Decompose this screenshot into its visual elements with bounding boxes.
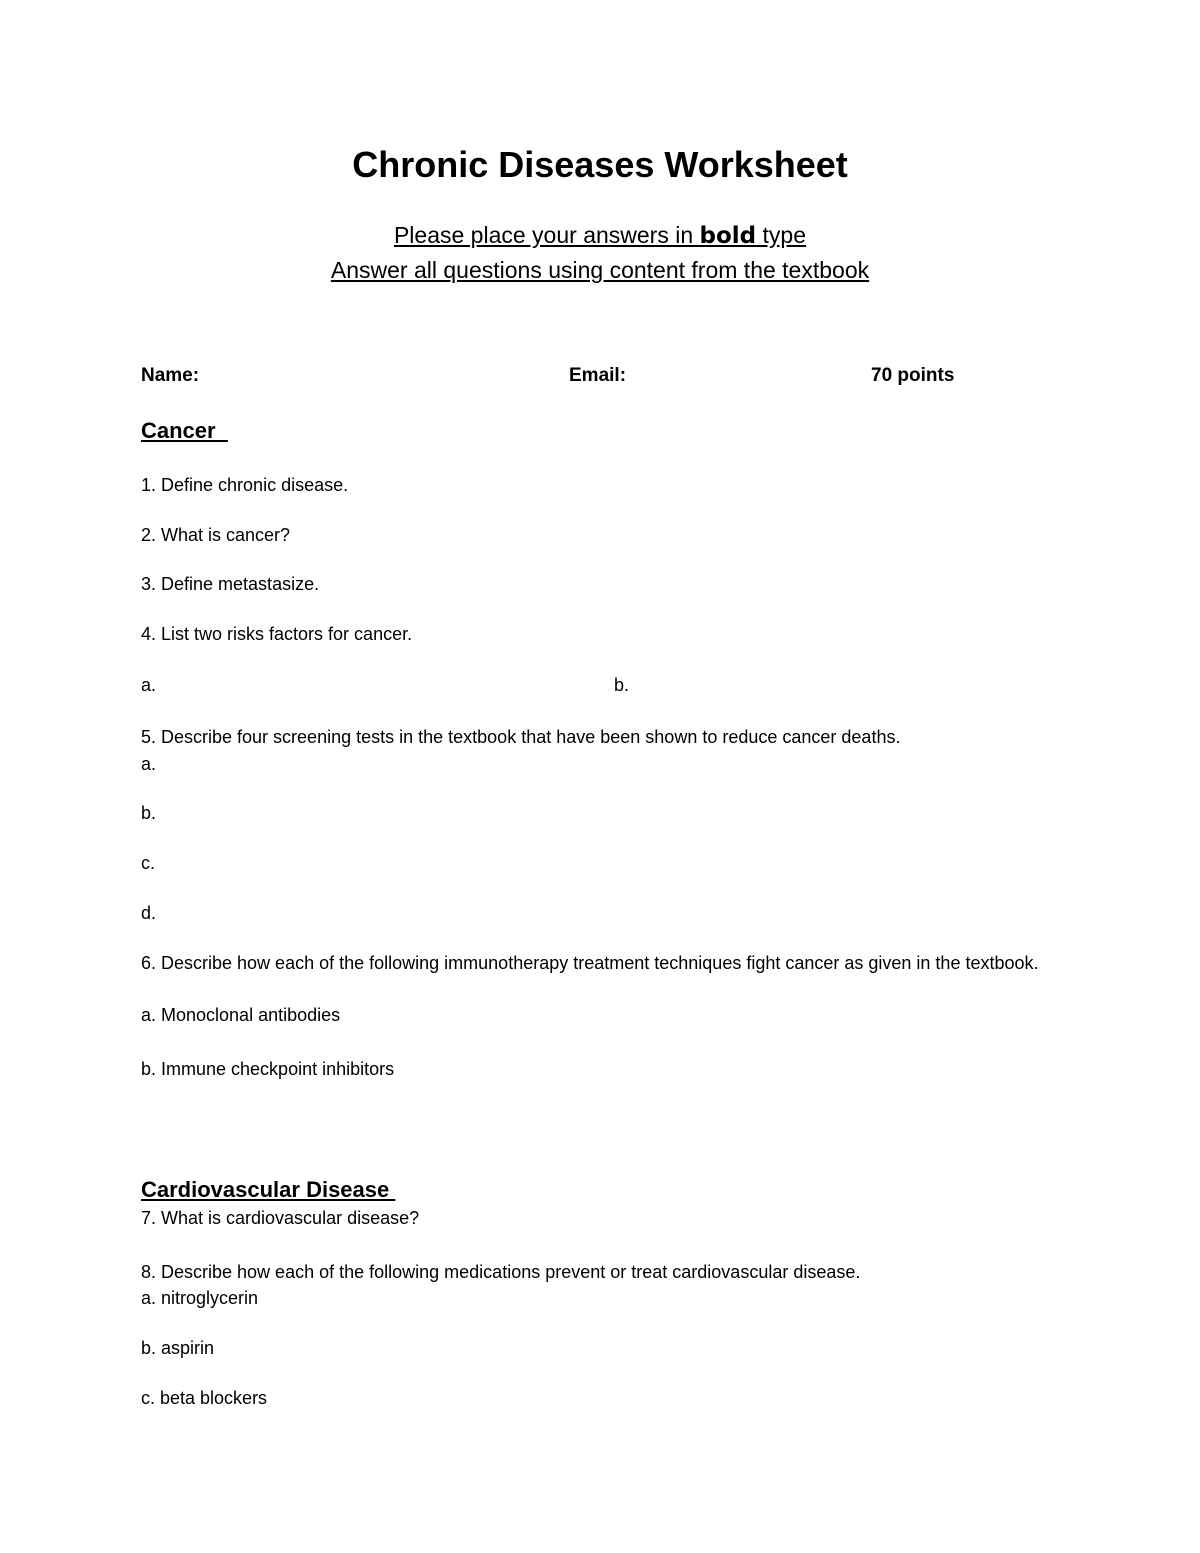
instruction-text-start: Please place your answers in [393, 222, 700, 248]
question-5: 5. Describe four screening tests in the textbook that have been shown to reduce cancer deaths. [141, 727, 901, 747]
page-title: Chronic Diseases Worksheet [352, 144, 848, 185]
instruction-use-textbook: Answer all questions using content from the textbook [330, 257, 870, 283]
question-6-item-b: b. Immune checkpoint inhibitors [141, 1059, 395, 1079]
instruction-text-end: type [756, 222, 807, 248]
question-6: 6. Describe how each of the following immunotherapy treatment techniques fight cancer as given in the textbook. [141, 953, 1039, 973]
question-7: 7. What is cardiovascular disease? [141, 1208, 420, 1228]
question-5-answer-d: d. [141, 903, 157, 923]
question-5-answer-a: a. [141, 754, 157, 774]
question-2: 2. What is cancer? [141, 525, 291, 545]
question-6-item-a: a. Monoclonal antibodies [141, 1005, 341, 1025]
question-4-answer-b: b. [614, 675, 630, 695]
question-1: 1. Define chronic disease. [141, 475, 349, 495]
question-5-answer-c: c. [141, 853, 156, 873]
section-heading-cardiovascular: Cardiovascular Disease [141, 1177, 396, 1202]
name-label: Name: [141, 365, 200, 386]
points-label: 70 points [871, 365, 955, 386]
question-8-item-b: b. aspirin [141, 1338, 215, 1358]
email-label: Email: [569, 365, 627, 386]
instruction-bold-answers [0, 222, 1200, 249]
section-heading-cancer: Cancer [141, 418, 228, 443]
question-8-item-c: c. beta blockers [141, 1388, 268, 1408]
question-8: 8. Describe how each of the following medications prevent or treat cardiovascular disease. [141, 1262, 861, 1282]
question-3: 3. Define metastasize. [141, 574, 320, 594]
question-5-answer-b: b. [141, 803, 157, 823]
question-8-item-a: a. nitroglycerin [141, 1288, 259, 1308]
question-4-answer-a: a. [141, 675, 157, 695]
question-4: 4. List two risks factors for cancer. [141, 624, 413, 644]
instruction-bold-word: bold [699, 223, 757, 249]
